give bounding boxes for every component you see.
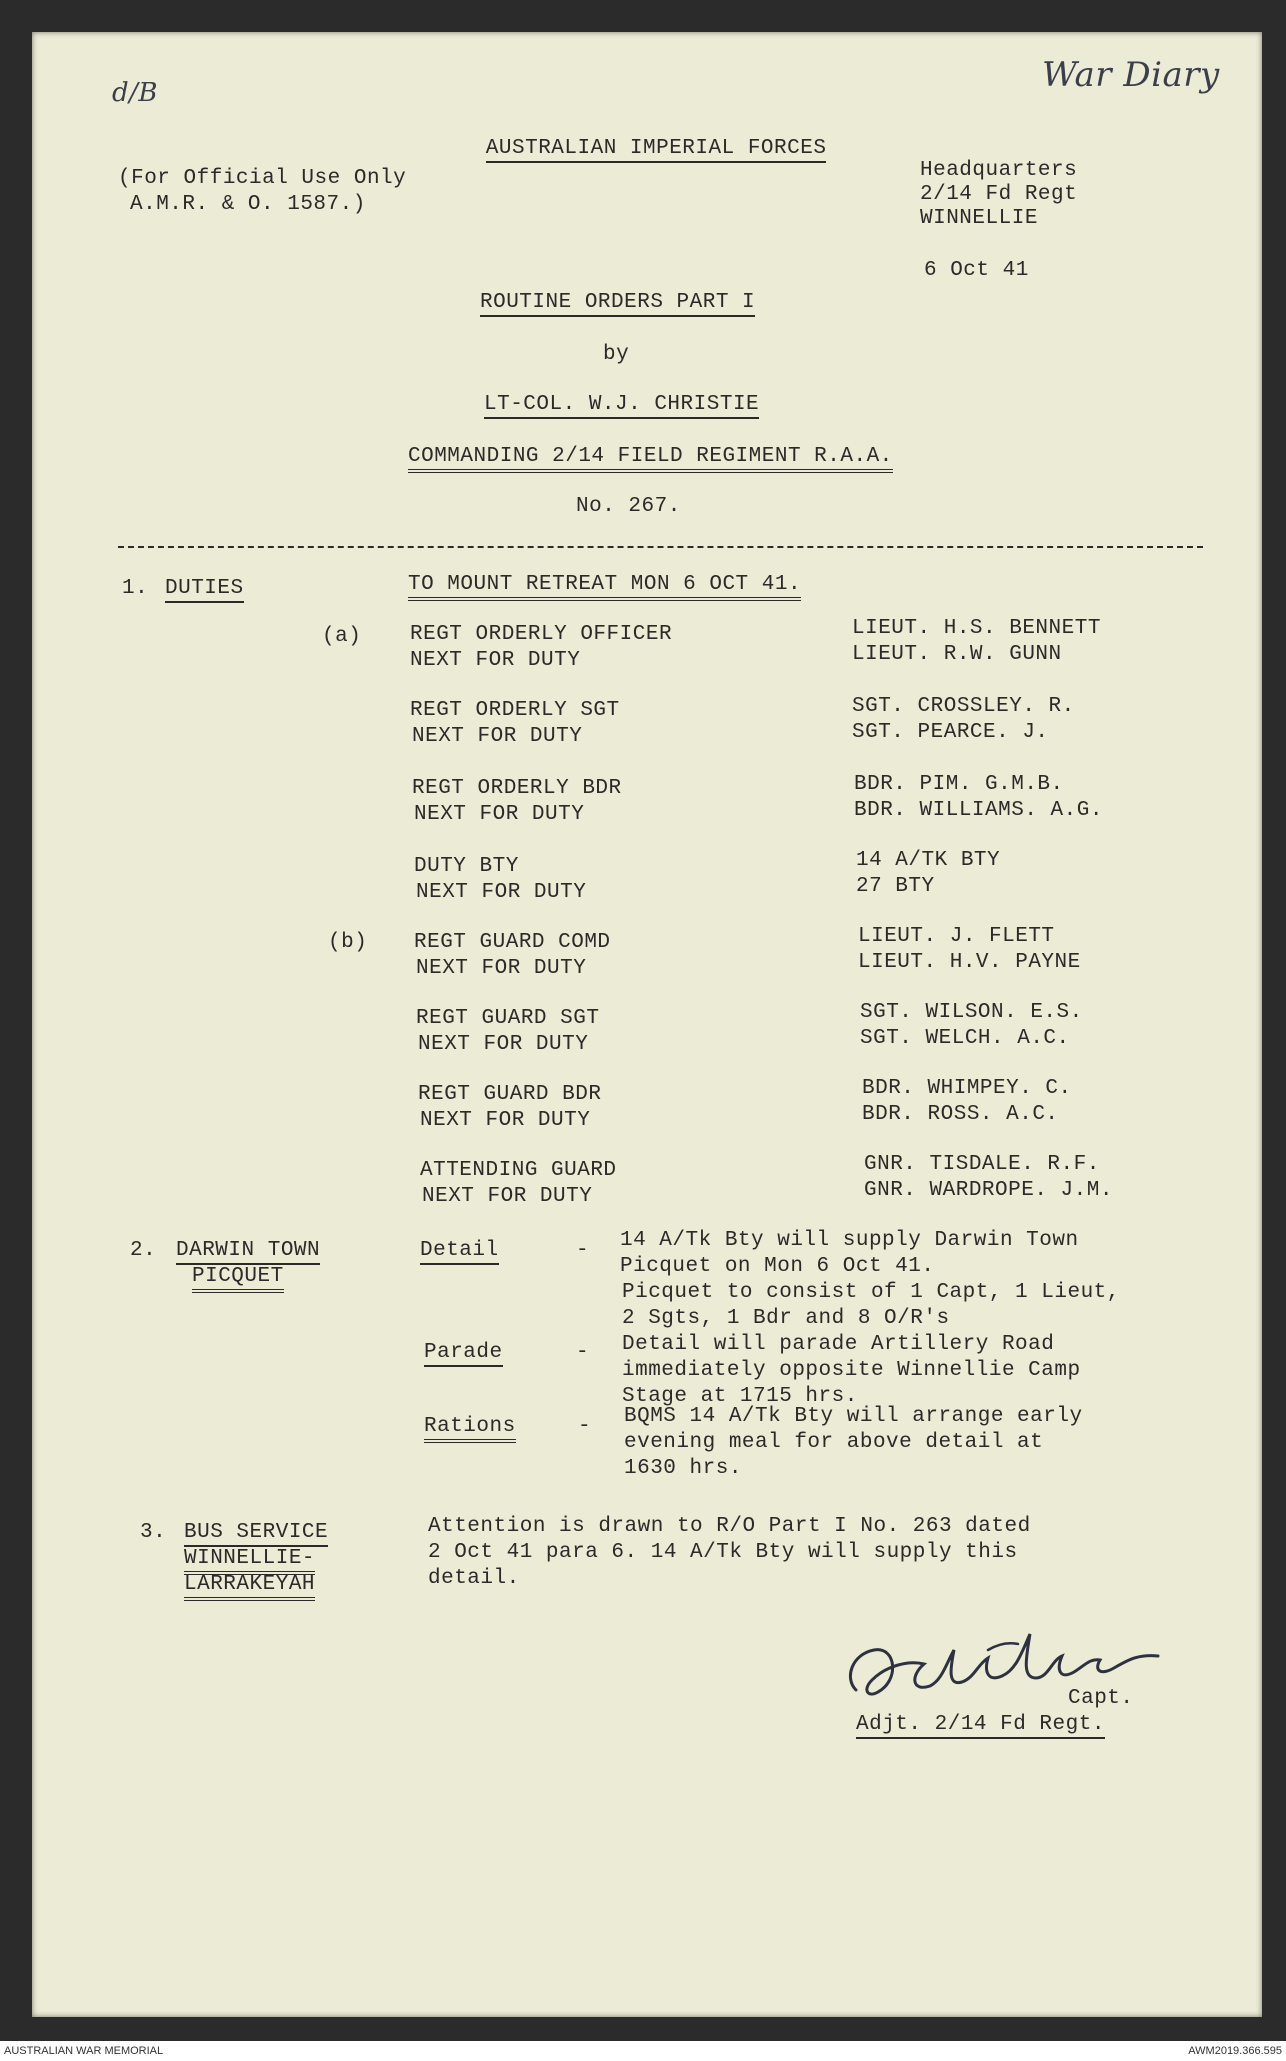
orders-by: by [603,343,630,366]
parade-dash: - [576,1341,590,1364]
duty-next: NEXT FOR DUTY [416,881,587,904]
duty-name: SGT. WILSON. E.S. [860,1001,1083,1024]
signatory-appointment: Adjt. 2/14 Fd Regt. [856,1713,1105,1739]
section-3-number: 3. [140,1521,167,1544]
hq-line-3: WINNELLIE [920,207,1038,230]
rations-line: BQMS 14 A/Tk Bty will arrange early [624,1405,1083,1428]
duty-role: REGT GUARD SGT [416,1007,600,1030]
section-2-number: 2. [130,1239,157,1262]
detail-dash: - [576,1239,590,1262]
duty-next: NEXT FOR DUTY [412,725,583,748]
section-3-line: 2 Oct 41 para 6. 14 A/Tk Bty will supply this [428,1541,1018,1564]
duty-name: SGT. CROSSLEY. R. [852,695,1075,718]
duty-name-next: BDR. WILLIAMS. A.G. [854,799,1103,822]
section-3-label-line-3: LARRAKEYAH [184,1573,315,1601]
detail-line: 2 Sgts, 1 Bdr and 8 O/R's [622,1307,950,1330]
duty-role: REGT GUARD COMD [414,931,611,954]
document-date: 6 Oct 41 [924,259,1029,282]
section-3-line: Attention is drawn to R/O Part I No. 263 dated [428,1515,1031,1538]
parade-label: Parade [424,1341,503,1367]
document-title: AUSTRALIAN IMPERIAL FORCES [486,137,827,163]
official-use-line-1: (For Official Use Only [118,167,407,190]
duty-name: GNR. TISDALE. R.F. [864,1153,1100,1176]
duty-name: LIEUT. J. FLETT [858,925,1055,948]
hq-line-1: Headquarters [920,159,1078,182]
section-3-label-line-2: WINNELLIE- [184,1547,315,1575]
footer-accession: AWM2019.366.595 [1188,2045,1282,2057]
duty-next: NEXT FOR DUTY [416,957,587,980]
rations-label: Rations [424,1415,516,1443]
section-2-label-line-2: PICQUET [192,1265,284,1293]
section-1-number: 1. [122,577,149,600]
rations-line: evening meal for above detail at [624,1431,1044,1454]
separator-rule [118,546,1203,548]
duty-next: NEXT FOR DUTY [418,1033,589,1056]
detail-label: Detail [420,1239,499,1265]
duty-role: DUTY BTY [414,855,519,878]
parade-line: Detail will parade Artillery Road [622,1333,1055,1356]
subsection-a: (a) [322,625,362,648]
duty-role: REGT ORDERLY SGT [410,699,620,722]
duty-role: REGT ORDERLY OFFICER [410,623,673,646]
duty-name-next: SGT. PEARCE. J. [852,721,1049,744]
detail-line: Picquet on Mon 6 Oct 41. [620,1255,935,1278]
duty-next: NEXT FOR DUTY [420,1109,591,1132]
hq-line-2: 2/14 Fd Regt [920,183,1078,206]
detail-line: 14 A/Tk Bty will supply Darwin Town [620,1229,1079,1252]
duty-name: LIEUT. H.S. BENNETT [852,617,1101,640]
duty-name-next: BDR. ROSS. A.C. [862,1103,1059,1126]
section-3-label-line-1: BUS SERVICE [184,1521,328,1547]
section-1-heading: TO MOUNT RETREAT MON 6 OCT 41. [408,573,801,601]
duty-role: REGT GUARD BDR [418,1083,602,1106]
signatory-rank: Capt. [1068,1687,1134,1710]
war-diary-annotation: War Diary [1042,55,1220,95]
commander-name: LT-COL. W.J. CHRISTIE [484,393,759,419]
parade-line: Stage at 1715 hrs. [622,1385,858,1408]
section-2-label-line-1: DARWIN TOWN [176,1239,320,1265]
duty-role: ATTENDING GUARD [420,1159,617,1182]
rations-line: 1630 hrs. [624,1457,742,1480]
commanding-unit: COMMANDING 2/14 FIELD REGIMENT R.A.A. [408,445,893,473]
section-3-line: detail. [428,1567,520,1590]
archive-footer [0,2041,1286,2061]
section-1-label: DUTIES [165,577,244,603]
orders-title: ROUTINE ORDERS PART I [480,291,755,317]
rations-dash: - [578,1415,592,1438]
subsection-b: (b) [328,931,368,954]
detail-line: Picquet to consist of 1 Capt, 1 Lieut, [622,1281,1120,1304]
duty-name: BDR. PIM. G.M.B. [854,773,1064,796]
duty-name-next: 27 BTY [856,875,935,898]
duty-name: BDR. WHIMPEY. C. [862,1077,1072,1100]
parade-line: immediately opposite Winnellie Camp [622,1359,1081,1382]
duty-name: 14 A/TK BTY [856,849,1001,872]
file-reference: d/B [112,78,159,108]
duty-name-next: SGT. WELCH. A.C. [860,1027,1070,1050]
duty-role: REGT ORDERLY BDR [412,777,622,800]
duty-name-next: GNR. WARDROPE. J.M. [864,1179,1113,1202]
orders-number: No. 267. [576,495,681,518]
duty-next: NEXT FOR DUTY [422,1185,593,1208]
duty-name-next: LIEUT. H.V. PAYNE [858,951,1081,974]
duty-name-next: LIEUT. R.W. GUNN [852,643,1062,666]
duty-next: NEXT FOR DUTY [414,803,585,826]
official-use-line-2: A.M.R. & O. 1587.) [130,193,366,216]
footer-source: AUSTRALIAN WAR MEMORIAL [4,2045,164,2057]
duty-next: NEXT FOR DUTY [410,649,581,672]
